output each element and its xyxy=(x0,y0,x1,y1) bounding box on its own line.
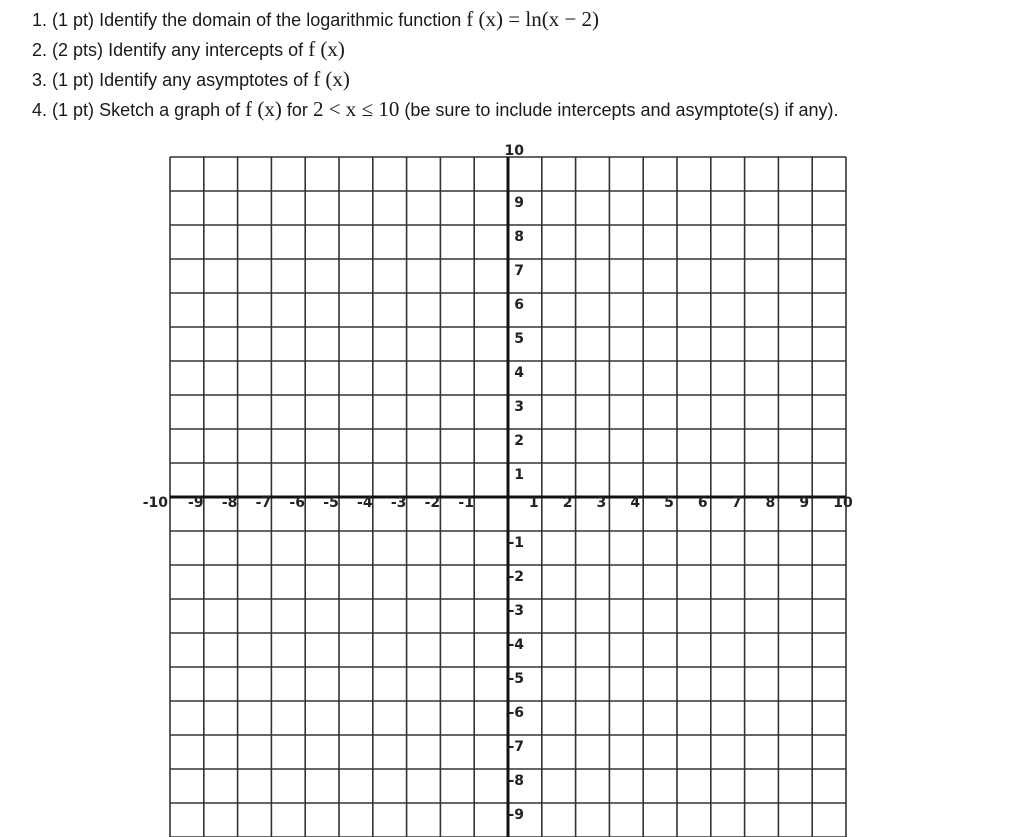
x-tick-label: 8 xyxy=(765,495,776,511)
y-tick-label: -6 xyxy=(508,705,524,721)
y-tick-label: 2 xyxy=(514,433,524,449)
y-tick-label: 4 xyxy=(514,365,524,381)
x-tick-label: -9 xyxy=(188,495,204,511)
x-tick-label: -4 xyxy=(357,495,373,511)
question-number: 1. xyxy=(32,10,48,30)
question-points: (2 pts) xyxy=(52,40,104,60)
x-tick-label: -7 xyxy=(255,495,272,511)
question-text: Identify any asymptotes of xyxy=(99,70,309,90)
x-tick-label: -8 xyxy=(221,495,238,511)
x-tick-label: 4 xyxy=(630,495,641,511)
question-text: Sketch a graph of xyxy=(99,100,241,120)
x-tick-label: -5 xyxy=(323,495,339,511)
y-tick-label: 9 xyxy=(514,195,524,211)
function-formula: f (x) = ln(x − 2) xyxy=(466,7,600,31)
y-tick-label: 10 xyxy=(504,143,524,159)
x-tick-label: -10 xyxy=(142,495,168,511)
x-tick-label: 2 xyxy=(562,495,573,511)
question-number: 3. xyxy=(32,70,48,90)
question-points: (1 pt) xyxy=(52,70,95,90)
question-points: (1 pt) xyxy=(52,100,95,120)
y-tick-label: 1 xyxy=(514,467,524,483)
x-tick-label: 6 xyxy=(697,495,708,511)
question-text: (be sure to include intercepts and asymptote(s) if any). xyxy=(404,100,839,120)
y-tick-label: 6 xyxy=(514,297,524,313)
function-notation: f (x) xyxy=(308,37,345,61)
x-tick-label: 10 xyxy=(833,495,853,511)
y-tick-label: -3 xyxy=(508,603,524,619)
x-tick-label: 7 xyxy=(731,495,742,511)
y-tick-label: 5 xyxy=(514,331,524,347)
function-notation: f (x) xyxy=(245,97,282,121)
domain-inequality: 2 < x ≤ 10 xyxy=(312,97,400,121)
y-tick-label: -9 xyxy=(508,807,524,823)
y-tick-label: 8 xyxy=(514,229,524,245)
x-tick-label: -1 xyxy=(458,495,474,511)
x-tick-label: 3 xyxy=(596,495,607,511)
x-tick-label: -6 xyxy=(289,495,305,511)
y-tick-label: -1 xyxy=(508,535,524,551)
x-tick-label: 1 xyxy=(528,495,539,511)
question-points: (1 pt) xyxy=(52,10,95,30)
x-tick-label: -3 xyxy=(390,495,407,511)
function-notation: f (x) xyxy=(313,67,350,91)
question-text: Identify the domain of the logarithmic function xyxy=(99,10,462,30)
x-tick-label: 9 xyxy=(799,495,810,511)
y-tick-label: -8 xyxy=(508,773,524,789)
question-number: 2. xyxy=(32,40,48,60)
x-tick-label: -2 xyxy=(424,495,441,511)
y-tick-label: 7 xyxy=(514,263,524,279)
question-number: 4. xyxy=(32,100,48,120)
y-tick-label: -7 xyxy=(508,739,524,755)
y-tick-label: -2 xyxy=(508,569,524,585)
question-text: Identify any intercepts of xyxy=(108,40,304,60)
question-text: for xyxy=(286,100,308,120)
x-tick-label: 5 xyxy=(664,495,674,511)
y-tick-label: -5 xyxy=(508,671,524,687)
y-tick-label: -4 xyxy=(508,637,524,653)
y-tick-label: 3 xyxy=(514,399,524,415)
